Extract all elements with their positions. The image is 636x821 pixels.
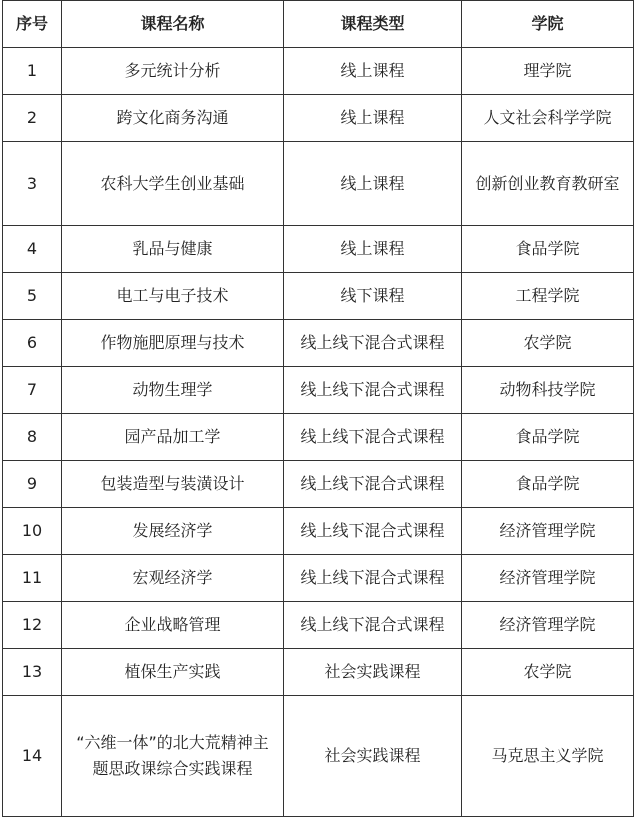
cell-college: 食品学院 bbox=[462, 226, 634, 273]
cell-course-type: 线上课程 bbox=[284, 142, 462, 226]
table-row bbox=[3, 48, 634, 95]
cell-course-name: 多元统计分析 bbox=[62, 48, 284, 95]
cell-course-name: 动物生理学 bbox=[62, 367, 284, 414]
table-row bbox=[3, 508, 634, 555]
table-row bbox=[3, 226, 634, 273]
cell-course-name: 农科大学生创业基础 bbox=[62, 142, 284, 226]
table-row bbox=[3, 649, 634, 696]
cell-index: 5 bbox=[3, 273, 62, 320]
cell-course-type: 线上线下混合式课程 bbox=[284, 461, 462, 508]
cell-index: 12 bbox=[3, 602, 62, 649]
cell-course-type: 线上线下混合式课程 bbox=[284, 320, 462, 367]
cell-course-name: 包装造型与装潢设计 bbox=[62, 461, 284, 508]
table-row bbox=[3, 367, 634, 414]
cell-college: 经济管理学院 bbox=[462, 555, 634, 602]
cell-course-type: 社会实践课程 bbox=[284, 696, 462, 817]
cell-index: 7 bbox=[3, 367, 62, 414]
cell-course-type: 线上课程 bbox=[284, 226, 462, 273]
cell-course-name: 作物施肥原理与技术 bbox=[62, 320, 284, 367]
cell-index: 6 bbox=[3, 320, 62, 367]
cell-course-name: 电工与电子技术 bbox=[62, 273, 284, 320]
cell-index: 4 bbox=[3, 226, 62, 273]
cell-college: 食品学院 bbox=[462, 414, 634, 461]
cell-index: 2 bbox=[3, 95, 62, 142]
cell-index: 11 bbox=[3, 555, 62, 602]
cell-college: 动物科技学院 bbox=[462, 367, 634, 414]
course-table bbox=[2, 0, 634, 817]
cell-college: 经济管理学院 bbox=[462, 602, 634, 649]
cell-college: 创新创业教育教研室 bbox=[462, 142, 634, 226]
cell-index: 3 bbox=[3, 142, 62, 226]
table-row bbox=[3, 414, 634, 461]
header-course-name: 课程名称 bbox=[62, 1, 284, 48]
cell-course-name: “六维一体”的北大荒精神主题思政课综合实践课程 bbox=[62, 696, 284, 817]
cell-course-name: 发展经济学 bbox=[62, 508, 284, 555]
cell-index: 10 bbox=[3, 508, 62, 555]
cell-index: 1 bbox=[3, 48, 62, 95]
cell-course-type: 线上线下混合式课程 bbox=[284, 508, 462, 555]
cell-college: 食品学院 bbox=[462, 461, 634, 508]
header-index: 序号 bbox=[3, 1, 62, 48]
table-row bbox=[3, 95, 634, 142]
cell-college: 农学院 bbox=[462, 649, 634, 696]
table-row bbox=[3, 602, 634, 649]
table-row bbox=[3, 273, 634, 320]
cell-course-name: 园产品加工学 bbox=[62, 414, 284, 461]
cell-course-name: 宏观经济学 bbox=[62, 555, 284, 602]
cell-course-type: 线上线下混合式课程 bbox=[284, 414, 462, 461]
cell-course-name: 植保生产实践 bbox=[62, 649, 284, 696]
cell-index: 13 bbox=[3, 649, 62, 696]
cell-course-type: 线上线下混合式课程 bbox=[284, 555, 462, 602]
header-course-type: 课程类型 bbox=[284, 1, 462, 48]
cell-course-type: 线下课程 bbox=[284, 273, 462, 320]
table-row bbox=[3, 142, 634, 226]
cell-course-name: 企业战略管理 bbox=[62, 602, 284, 649]
table-row bbox=[3, 320, 634, 367]
cell-college: 人文社会科学学院 bbox=[462, 95, 634, 142]
cell-course-type: 线上线下混合式课程 bbox=[284, 602, 462, 649]
cell-course-name: 乳品与健康 bbox=[62, 226, 284, 273]
cell-course-name: 跨文化商务沟通 bbox=[62, 95, 284, 142]
table-row bbox=[3, 555, 634, 602]
cell-college: 马克思主义学院 bbox=[462, 696, 634, 817]
cell-course-type: 线上线下混合式课程 bbox=[284, 367, 462, 414]
cell-course-type: 社会实践课程 bbox=[284, 649, 462, 696]
cell-college: 理学院 bbox=[462, 48, 634, 95]
header-row bbox=[3, 1, 634, 48]
table-row bbox=[3, 461, 634, 508]
header-college: 学院 bbox=[462, 1, 634, 48]
table-row bbox=[3, 696, 634, 817]
cell-course-type: 线上课程 bbox=[284, 48, 462, 95]
cell-college: 农学院 bbox=[462, 320, 634, 367]
cell-college: 经济管理学院 bbox=[462, 508, 634, 555]
cell-college: 工程学院 bbox=[462, 273, 634, 320]
cell-index: 8 bbox=[3, 414, 62, 461]
cell-index: 9 bbox=[3, 461, 62, 508]
cell-index: 14 bbox=[3, 696, 62, 817]
cell-course-type: 线上课程 bbox=[284, 95, 462, 142]
